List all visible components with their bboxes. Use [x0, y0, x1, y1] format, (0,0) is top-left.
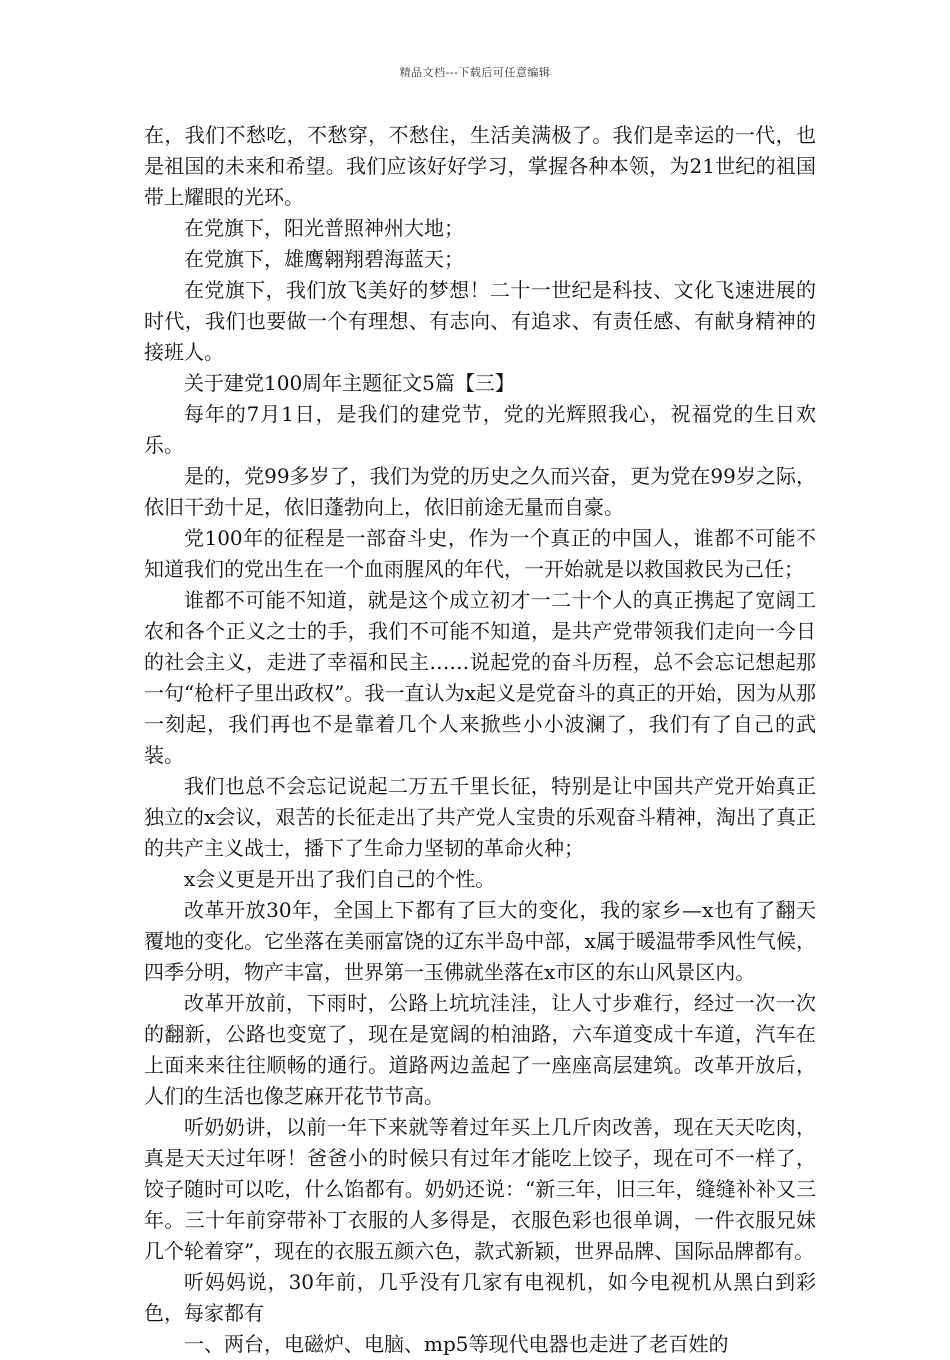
page-header: 精品文档---下载后可任意编辑	[399, 66, 551, 79]
paragraph: 谁都不可能不知道，就是这个成立初才一二十个人的真正携起了宽阔工农和各个正义之士的手，我们不可能不知道，是共产党带领我们走向一今日的社会主义，走进了幸福和民主……说起党的奋斗历程，总不会忘记想起那一句“枪杆子里出政权”。我一直认为x起义是党奋斗的真正的开始，因为从那一刻起，我们再也不是靠着几个人来掀些小小波澜了，我们有了自己的武装。	[144, 588, 816, 767]
paragraph: 听妈妈说，30年前，几乎没有几家有电视机，如今电视机从黑白到彩色，每家都有	[144, 1270, 816, 1325]
paragraph: 每年的7月1日，是我们的建党节，党的光辉照我心，祝福党的生日欢乐。	[144, 402, 816, 457]
paragraph: 改革开放前，下雨时，公路上坑坑洼洼，让人寸步难行，经过一次一次的翻新，公路也变宽了，现在是宽阔的柏油路，六车道变成十车道，汽车在上面来来往往顺畅的通行。道路两边盖起了一座座高层建筑。改革开放后，人们的生活也像芝麻开花节节高。	[144, 991, 816, 1108]
paragraph: 在党旗下，阳光普照神州大地；	[184, 216, 464, 240]
section-heading: 关于建党100周年主题征文5篇【三】	[184, 371, 515, 395]
paragraph: 党100年的征程是一部奋斗史，作为一个真正的中国人，谁都不可能不知道我们的党出生在一个血雨腥风的年代，一开始就是以救国救民为己任；	[144, 526, 816, 581]
paragraph: 在党旗下，雄鹰翱翔碧海蓝天；	[184, 247, 464, 271]
paragraph: 改革开放30年，全国上下都有了巨大的变化，我的家乡—x也有了翻天覆地的变化。它坐落在美丽富饶的辽东半岛中部，x属于暖温带季风性气候，四季分明，物产丰富，世界第一玉佛就坐落在x市区的东山风景区内。	[144, 898, 816, 984]
paragraph: 在，我们不愁吃，不愁穿，不愁住，生活美满极了。我们是幸运的一代，也是祖国的未来和希望。我们应该好好学习，掌握各种本领，为21世纪的祖国带上耀眼的光环。	[144, 123, 816, 209]
document-body	[144, 120, 816, 1360]
paragraph: 是的，党99多岁了，我们为党的历史之久而兴奋，更为党在99岁之际，依旧干劲十足，依旧蓬勃向上，依旧前途无量而自豪。	[144, 464, 816, 519]
paragraph: 我们也总不会忘记说起二万五千里长征，特别是让中国共产党开始真正独立的x会议，艰苦的长征走出了共产党人宝贵的乐观奋斗精神，淘出了真正的共产主义战士，播下了生命力坚韧的革命火种；	[144, 774, 816, 860]
paragraph: 听奶奶讲，以前一年下来就等着过年买上几斤肉改善，现在天天吃肉，真是天天过年呀！爸爸小的时候只有过年才能吃上饺子，现在可不一样了，饺子随时可以吃，什么馅都有。奶奶还说：“新三年，旧三年，缝缝补补又三年。三十年前穿带补丁衣服的人多得是，衣服色彩也很单调，一件衣服兄妹几个轮着穿”，现在的衣服五颜六色，款式新颖，世界品牌、国际品牌都有。	[144, 1115, 816, 1263]
paragraph: x会义更是开出了我们自己的个性。	[184, 867, 496, 891]
paragraph: 在党旗下，我们放飞美好的梦想！二十一世纪是科技、文化飞速进展的时代，我们也要做一个有理想、有志向、有追求、有责任感、有献身精神的接班人。	[144, 278, 816, 364]
paragraph: 一、两台，电磁炉、电脑、mp5等现代电器也走进了老百姓的	[184, 1332, 729, 1356]
